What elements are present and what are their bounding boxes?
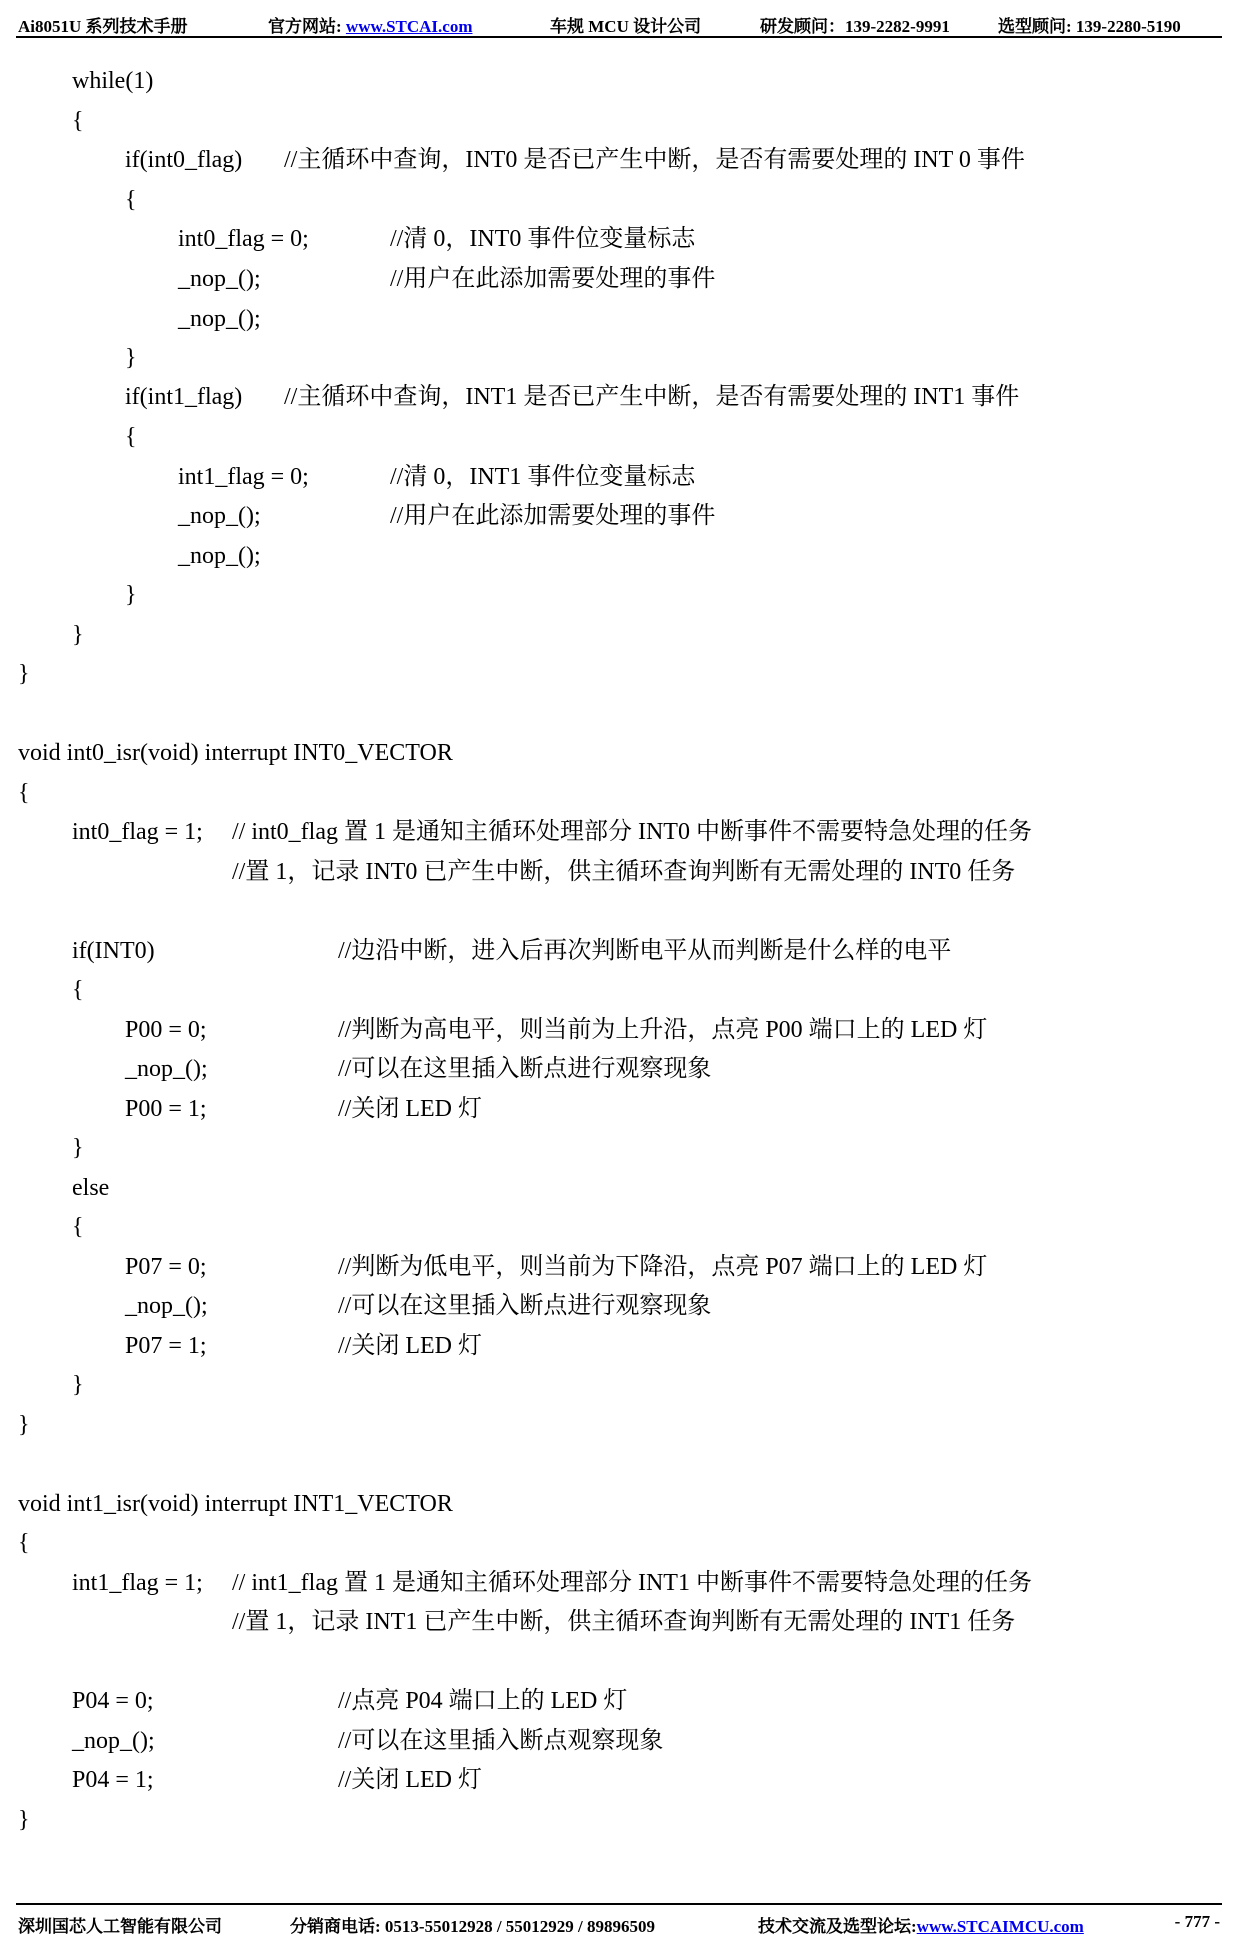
footer-company: 深圳国芯人工智能有限公司	[18, 1917, 222, 1936]
code-comment: //清 0，INT0 事件位变量标志	[390, 226, 696, 252]
code-line: void int0_isr(void) interrupt INT0_VECTOR	[18, 740, 453, 766]
code-line: {	[125, 187, 137, 213]
code-line: P04 = 1;	[72, 1767, 154, 1793]
code-line: {	[72, 1214, 84, 1240]
code-line: int1_flag = 1;	[72, 1570, 203, 1596]
header-divider	[16, 36, 1222, 38]
code-line: _nop_();	[125, 1293, 208, 1319]
forum-link[interactable]: www.STCAIMCU.com	[916, 1917, 1084, 1936]
code-line: int0_flag = 0;	[178, 226, 309, 252]
code-line: P07 = 1;	[125, 1333, 207, 1359]
code-line: while(1)	[72, 68, 154, 94]
code-line: _nop_();	[178, 543, 261, 569]
code-line: _nop_();	[72, 1728, 155, 1754]
code-line: {	[72, 108, 84, 134]
code-comment: //可以在这里插入断点进行观察现象	[338, 1293, 712, 1319]
website-link[interactable]: www.STCAI.com	[345, 17, 473, 36]
website-label: 官方网站:	[268, 17, 346, 36]
code-comment: //判断为高电平，则当前为上升沿，点亮 P00 端口上的 LED 灯	[338, 1017, 988, 1043]
code-comment: //边沿中断，进入后再次判断电平从而判断是什么样的电平	[338, 938, 952, 964]
code-comment: //主循环中查询，INT0 是否已产生中断，是否有需要处理的 INT 0 事件	[284, 147, 1025, 173]
code-comment: //可以在这里插入断点进行观察现象	[338, 1056, 712, 1082]
code-line: _nop_();	[178, 503, 261, 529]
code-line: int1_flag = 0;	[178, 464, 309, 490]
code-comment: //关闭 LED 灯	[338, 1333, 482, 1359]
code-comment: //主循环中查询，INT1 是否已产生中断，是否有需要处理的 INT1 事件	[284, 384, 1020, 410]
code-line: }	[72, 1135, 84, 1161]
code-line: }	[18, 1412, 30, 1438]
code-line: }	[125, 582, 137, 608]
code-line: }	[125, 345, 137, 371]
code-line: }	[72, 622, 84, 648]
code-line: _nop_();	[178, 306, 261, 332]
code-line: int0_flag = 1;	[72, 819, 203, 845]
code-comment: //置 1，记录 INT0 已产生中断，供主循环查询判断有无需处理的 INT0 任务	[232, 859, 1016, 885]
code-comment: //用户在此添加需要处理的事件	[390, 266, 716, 292]
code-line: {	[18, 780, 30, 806]
forum-block	[758, 1912, 1084, 1937]
code-line: else	[72, 1175, 110, 1201]
code-comment: //清 0，INT1 事件位变量标志	[390, 464, 696, 490]
code-line: }	[18, 661, 30, 687]
code-comment: // int1_flag 置 1 是通知主循环处理部分 INT1 中断事件不需要特急处理的任务	[232, 1570, 1032, 1596]
manual-title: Ai8051U 系列技术手册	[18, 17, 188, 36]
selection-consultant: 选型顾问: 139-2280-5190	[998, 17, 1181, 36]
code-line: P00 = 1;	[125, 1096, 207, 1122]
code-comment: // int0_flag 置 1 是通知主循环处理部分 INT0 中断事件不需要特急处理的任务	[232, 819, 1032, 845]
code-line: _nop_();	[178, 266, 261, 292]
code-comment: //置 1，记录 INT1 已产生中断，供主循环查询判断有无需处理的 INT1 任务	[232, 1609, 1016, 1635]
code-line: P07 = 0;	[125, 1254, 207, 1280]
code-comment: //关闭 LED 灯	[338, 1767, 482, 1793]
code-comment: //判断为低电平，则当前为下降沿，点亮 P07 端口上的 LED 灯	[338, 1254, 988, 1280]
company-tagline: 车规 MCU 设计公司	[550, 17, 702, 36]
code-comment: //用户在此添加需要处理的事件	[390, 503, 716, 529]
code-comment: //点亮 P04 端口上的 LED 灯	[338, 1688, 628, 1714]
code-line: if(int1_flag)	[125, 384, 243, 410]
forum-label: 技术交流及选型论坛:	[758, 1917, 917, 1936]
rd-consultant: 研发顾问：139-2282-9991	[760, 17, 950, 36]
code-line: {	[72, 977, 84, 1003]
code-line: if(INT0)	[72, 938, 155, 964]
page-footer	[18, 1908, 1220, 1938]
code-line: P04 = 0;	[72, 1688, 154, 1714]
code-comment: //关闭 LED 灯	[338, 1096, 482, 1122]
code-line: P00 = 0;	[125, 1017, 207, 1043]
page-header	[18, 8, 1220, 36]
footer-divider	[16, 1903, 1222, 1905]
code-comment: //可以在这里插入断点观察现象	[338, 1728, 664, 1754]
website-block	[268, 12, 472, 37]
code-line: void int1_isr(void) interrupt INT1_VECTOR	[18, 1491, 453, 1517]
code-line: {	[125, 424, 137, 450]
code-line: }	[72, 1372, 84, 1398]
page-number: - 777 -	[1174, 1912, 1220, 1931]
code-line: {	[18, 1530, 30, 1556]
distributor-phone: 分销商电话: 0513-55012928 / 55012929 / 89896509	[290, 1917, 656, 1936]
code-line: _nop_();	[125, 1056, 208, 1082]
code-line: }	[18, 1807, 30, 1833]
code-line: if(int0_flag)	[125, 147, 243, 173]
